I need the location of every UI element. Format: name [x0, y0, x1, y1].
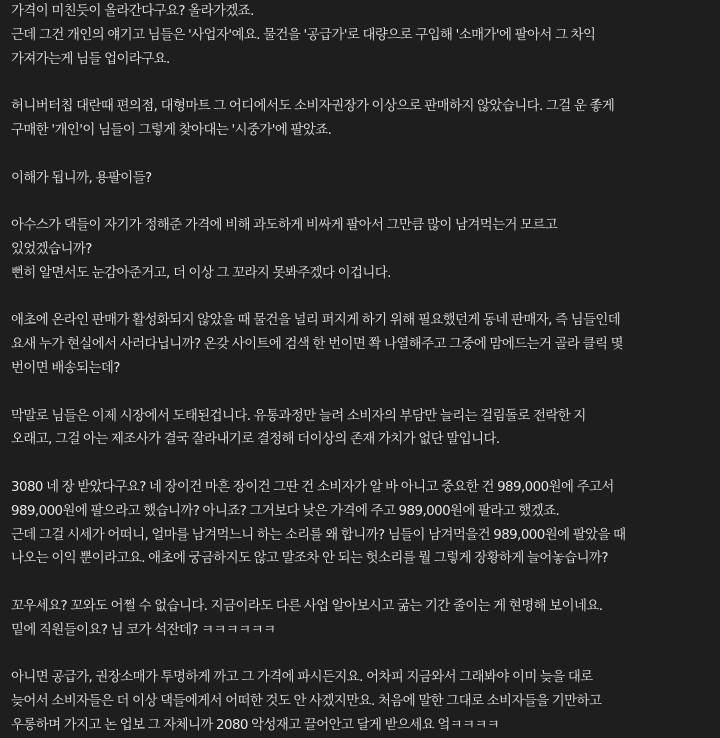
- text-line: 허니버터칩 대란때 편의점, 대형마트 그 어디에서도 소비자권장가 이상으로 판매하지 않았습니다. 그걸 운 좋게: [11, 99, 615, 115]
- text-line: 번이면 배송되는데?: [11, 360, 120, 376]
- text-line: 밑에 직원들이요? 님 코가 석잔데? ㅋㅋㅋㅋㅋㅋ: [11, 622, 276, 638]
- paragraph-gap: [11, 143, 712, 167]
- paragraph: [11, 405, 712, 453]
- paragraph: [11, 595, 712, 643]
- text-line: 뻔히 알면서도 눈감아준거고, 더 이상 그 꼬라지 못봐주겠다 이겁니다.: [11, 265, 391, 281]
- text-line: 아수스가 댁들이 자기가 정해준 가격에 비해 과도하게 비싸게 팔아서 그만큼 많이 남겨먹는거 모르고: [11, 218, 558, 234]
- text-line: 가져가는게 님들 업이라구요.: [11, 51, 170, 67]
- text-line: 요새 누가 현실에서 사러다닙니까? 온갖 사이트에 검색 한 번이면 쫙 나열해주고 그중에 맘에드는거 골라 클릭 몇: [11, 337, 623, 353]
- paragraph: [11, 167, 712, 191]
- text-line: 오래고, 그걸 아는 제조사가 결국 잘라내기로 결정해 더이상의 존재 가치가 없단 말입니다.: [11, 432, 500, 448]
- paragraph-gap: [11, 452, 712, 476]
- paragraph-gap: [11, 286, 712, 310]
- text-line: 989,000원에 팔으라고 했습니까? 아니죠? 그거보다 낮은 가격에 주고 989,000원에 팔라고 했겠죠.: [11, 503, 560, 519]
- text-line: 막말로 님들은 이제 시장에서 도태된겁니다. 유통과정만 늘려 소비자의 부담만 늘리는 걸림돌로 전락한 지: [11, 408, 586, 424]
- text-line: 구매한 '개인'이 님들이 그렇게 찾아대는 '시중가'에 팔았죠.: [11, 122, 332, 138]
- text-line: 있었겠습니까?: [11, 241, 92, 257]
- paragraph-gap: [11, 643, 712, 667]
- text-line: 꼬우세요? 꼬와도 어쩔 수 없습니다. 지금이라도 다른 사업 알아보시고 굶는 기간 줄이는 게 현명해 보이네요.: [11, 598, 603, 614]
- paragraph: [11, 95, 712, 143]
- paragraph: [11, 666, 712, 737]
- text-line: 늦어서 소비자들은 더 이상 댁들에게서 어떠한 것도 안 사겠지만요. 처음에 말한 그대로 소비자들을 기만하고: [11, 694, 602, 710]
- text-line: 아니면 공급가, 권장소매가 투명하게 까고 그 가격에 파시든지요. 어차피 지금와서 그래봐야 이미 늦을 대로: [11, 670, 593, 686]
- paragraph: [11, 214, 712, 285]
- text-line: 가격이 미친듯이 올라간다구요? 올라가겠죠.: [11, 4, 254, 19]
- text-line: 애초에 온라인 판매가 활성화되지 않았을 때 물건을 널리 퍼지게 하기 위해 필요했던게 동네 판매자, 즉 님들인데: [11, 313, 621, 329]
- paragraph: [11, 476, 712, 571]
- text-line: 3080 네 장 받았다구요? 네 장이건 마흔 장이건 그딴 건 소비자가 알 바 아니고 중요한 건 989,000원에 주고서: [11, 479, 614, 495]
- text-line: 이해가 됩니까, 용팔이들?: [11, 170, 152, 186]
- paragraph-gap: [11, 381, 712, 405]
- text-line: 근데 그걸 시세가 어떠니, 얼마를 남겨먹느니 하는 소리를 왜 합니까? 님들이 남겨먹을건 989,000원에 팔았을 때: [11, 527, 626, 543]
- paragraph: [11, 0, 712, 71]
- text-line: 근데 그건 개인의 얘기고 님들은 '사업자'예요. 물건을 '공급가'로 대량으로 구입해 '소매가'에 팔아서 그 차익: [11, 27, 596, 43]
- text-line: 우롱하며 가지고 논 업보 그 자체니까 2080 악성재고 끌어안고 달게 받으세요 엌ㅋㅋㅋㅋ: [11, 717, 500, 733]
- paragraph: [11, 309, 712, 380]
- text-line: 나오는 이익 뿐이라고요. 애초에 궁금하지도 않고 말조차 안 되는 헛소리를 뭘 그렇게 장황하게 늘어놓습니까?: [11, 551, 608, 567]
- paragraph-gap: [11, 71, 712, 95]
- paragraph-gap: [11, 571, 712, 595]
- paragraph-gap: [11, 190, 712, 214]
